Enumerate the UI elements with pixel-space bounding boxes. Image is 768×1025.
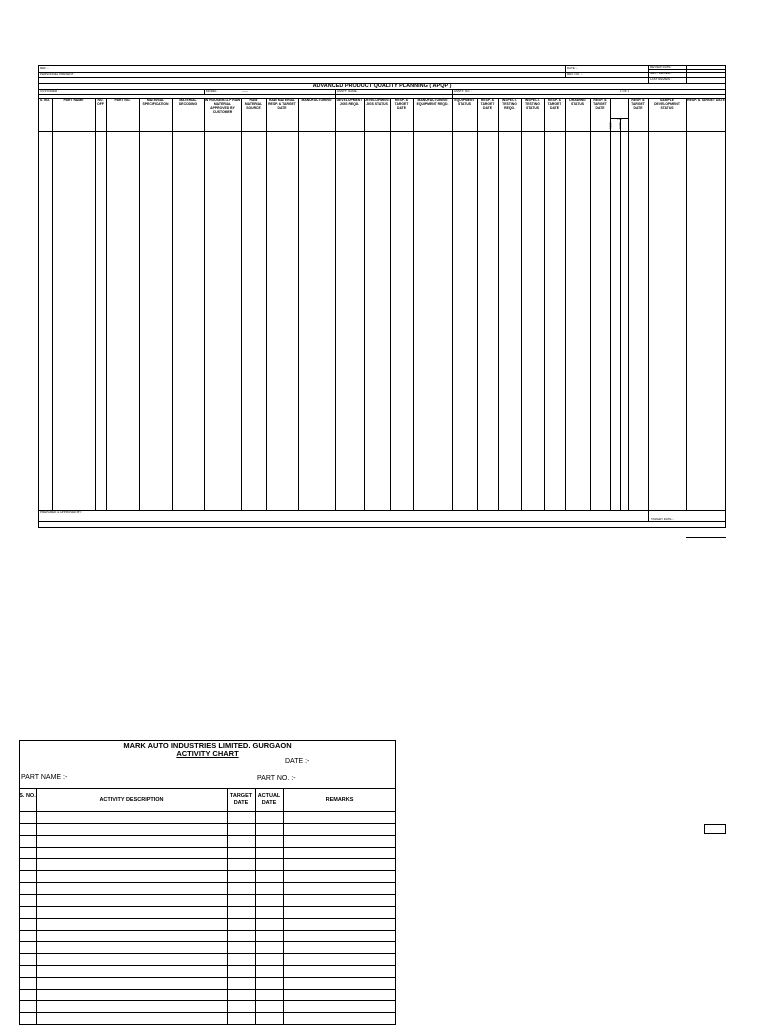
prepared-by-label: PREPARED & APPROVED BY : (40, 510, 83, 514)
col-resp-target-3: RESP. & TARGET DATE (547, 98, 562, 110)
col-inspect-reqd: INSPECT. TESTING REQD. (501, 98, 518, 110)
page-label: 1 OF 1 (620, 89, 630, 93)
col-no-off: NO. OFF (97, 98, 104, 106)
model-label: MODEL : (206, 89, 219, 93)
col-dev-jigs-reqd: DEVELOPMENT JIGS REQD. (336, 98, 363, 106)
sub-col-tgt: TGT. (617, 118, 623, 121)
col-drawing-status: DRAWING STATUS (569, 98, 586, 106)
table-row (19, 953, 396, 954)
ac-col-remarks: REMARKS (325, 797, 354, 803)
col-equipment-status: EQUIPMENT STATUS (454, 98, 475, 106)
table-row (19, 930, 396, 931)
table-row (19, 835, 396, 836)
apqp-outer-border (38, 65, 726, 528)
col-resp-target-6: RESP. & TARGET DATE (687, 98, 725, 102)
rev-no-label: REV. NO. :- (567, 72, 583, 76)
table-row (19, 989, 396, 990)
col-rm-approved: IN HOUSE/B.O.P RAW MATERIAL APPROVED BY CUSTOMER (204, 98, 241, 114)
table-row (19, 882, 396, 883)
personnel-label: PERSONNEL PRESENT : (40, 72, 76, 76)
col-rm-resp: RAW MATERIAL RESP. & TARGET DATE (268, 98, 296, 110)
customer-label: CUSTOMER : (40, 89, 59, 93)
target-date-label: TARGET DATE :- (651, 517, 675, 521)
asstt-name-label: ASSTT. NAME : (337, 89, 359, 93)
col-sno: S. NO. (39, 98, 51, 102)
part-no-label: PART NO. :- (257, 775, 296, 782)
activity-chart-title: ACTIVITY CHART (176, 749, 239, 758)
col-resp-target-5: RESP. & TARGET DATE (631, 98, 645, 110)
col-resp-target-2: RESP. & TARGET DATE (480, 98, 495, 110)
table-row (19, 906, 396, 907)
table-row (19, 941, 396, 942)
table-row (19, 918, 396, 919)
col-resp-target-4: RESP. & TARGET DATE (593, 98, 607, 110)
model-value: ------ (242, 89, 248, 93)
ac-col-sno: S. NO. (19, 793, 36, 799)
ac-col-actual: ACTUAL DATE (257, 793, 281, 806)
ref-label: REF :- (40, 66, 49, 70)
table-row (19, 1000, 396, 1001)
col-rm-source: RAW MATERIAL SOURCE (244, 98, 263, 110)
table-row (19, 823, 396, 824)
col-inspect-status: INSPECT. TESTING STATUS (524, 98, 541, 110)
table-row (19, 894, 396, 895)
col-material-spec: MATERIAL SPECIFICATION (142, 98, 169, 106)
next-review-label: NEXT REVIEW : (650, 71, 673, 75)
sub-col-resp: RESP. (609, 121, 613, 130)
col-part-name: PART NAME (63, 98, 84, 102)
apqp-title: ADVANCED PRODUCT QUALITY PLANNING ( APQP ) (312, 83, 452, 89)
table-row (19, 847, 396, 848)
col-part-no: PART NO. (114, 98, 131, 102)
company-name: MARK AUTO INDUSTRIES LIMITED. GURGAON (123, 741, 292, 750)
activity-date-label: DATE :- (285, 758, 310, 765)
date-label: DATE :- (567, 66, 578, 70)
col-resp-target-1: RESP. & TARGET DATE (394, 98, 409, 110)
ac-col-desc: ACTIVITY DESCRIPTION (99, 797, 164, 803)
asstt-no-label: ASSTT. NO. : (454, 89, 473, 93)
col-material-decoding: MATERIAL DECODING (178, 98, 198, 106)
stray-line (686, 537, 726, 538)
table-row (19, 858, 396, 859)
table-row (19, 870, 396, 871)
ac-col-target: TARGET DATE (229, 793, 253, 806)
col-sample-dev-status: SAMPLE DEVELOPMENT STATUS (654, 98, 680, 110)
table-row (19, 977, 396, 978)
stray-box (704, 824, 726, 834)
col-manufacturing: MANUFACTURING (301, 98, 332, 102)
sub-col-date: DATE (619, 121, 623, 129)
col-dev-jigs-status: DEVELOPMENT JIGS STATUS (364, 98, 390, 106)
col-mfg-equipment: MANUFACTURING EQUIPMENT REQD. (416, 98, 449, 106)
review-date-label: REVIEW DATE : (650, 65, 673, 69)
part-name-label: PART NAME :- (21, 774, 68, 781)
table-row (19, 965, 396, 966)
table-row (19, 1012, 396, 1013)
last-review-label: LAST REVIEW : (650, 77, 672, 81)
